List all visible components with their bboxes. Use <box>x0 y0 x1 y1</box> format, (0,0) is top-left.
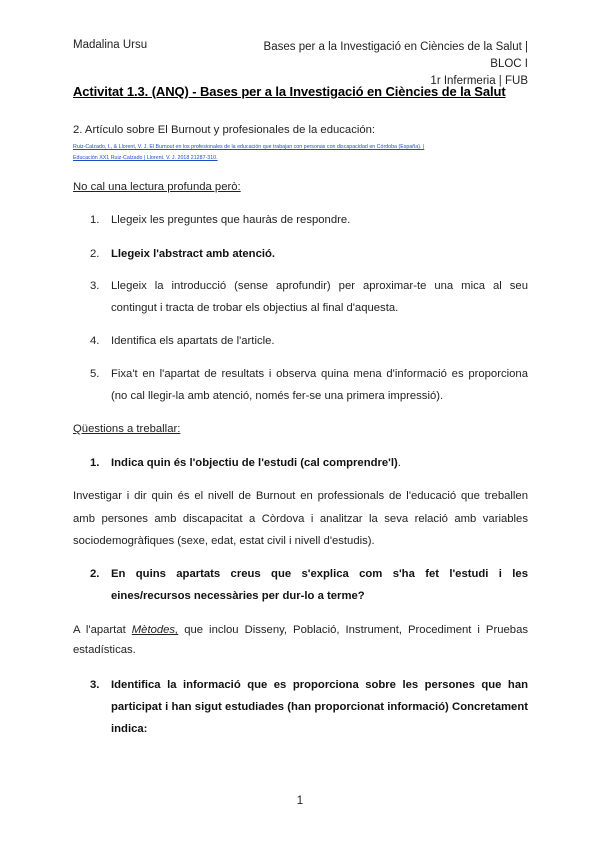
page-number: 1 <box>296 795 304 807</box>
question-text: En quins apartats creus que s'explica com s'ha fet l'estudi i les eines/recursos necessàries per dur-lo a terme? <box>111 568 528 602</box>
step-text: Fixa't en l'apartat de resultats i observa quina mena d'informació es proporciona (no cal llegir-la amb atenció, només fer-se una primera impressió). <box>111 368 528 402</box>
page-title: Activitat 1.3. (ANQ) - Bases per a la Investigació en Ciències de la Salut <box>73 84 506 99</box>
answer-2-emphasis: Mètodes, <box>131 624 179 636</box>
reference-line2[interactable]: Educación XX1 Ruiz-Calzado | Llorent. V. J. 2018 21287-310. <box>73 155 218 161</box>
question-text-main: Indica quin és l'objectiu de l'estudi (cal comprendre'l) <box>111 457 398 469</box>
step-text: Llegeix les preguntes que hauràs de respondre. <box>111 214 351 226</box>
step-number: 2. <box>90 248 100 260</box>
questions-label: Qüestions a treballar: <box>73 423 181 435</box>
answer-2-suffix: que inclou Disseny, Població, Instrument, Procediment i Pruebas estadísticas. <box>73 624 529 656</box>
step-text: Identifica els apartats de l'article. <box>111 335 275 347</box>
reference-line1[interactable]: Ruiz-Calzado, I., & Llorent, V. J. El Burnout en los profesionales de la educación que trabajan con personas con discapacidad en Córdoba (España). | <box>73 144 425 150</box>
header-author: Madalina Ursu <box>73 39 148 51</box>
header-course <box>235 39 528 90</box>
reading-instructions-label: No cal una lectura profunda però: <box>73 181 241 193</box>
step-number: 4. <box>90 335 100 347</box>
article-reference-link[interactable] <box>73 142 528 164</box>
question-text <box>111 452 528 474</box>
header-course-line1: Bases per a la Investigació en Ciències de la Salut | BLOC I <box>263 41 528 70</box>
article-subtitle: 2. Artículo sobre El Burnout y profesionales de la educación: <box>73 124 376 136</box>
step-number: 1. <box>90 214 100 226</box>
answer-paragraph-2 <box>73 620 528 660</box>
step-text: Llegeix l'abstract amb atenció. <box>111 248 276 260</box>
header-course-line2: 1r Infermeria | FUB <box>430 75 528 87</box>
answer-2-prefix: A l'apartat <box>73 624 132 636</box>
step-number: 3. <box>90 280 100 292</box>
question-text: Identifica la informació que es proporciona sobre les persones que han participat i han sigut estudiades (han proporcionat informació) Concretament indica: <box>111 679 528 735</box>
question-text-tail: . <box>397 457 401 469</box>
question-number: 2. <box>90 568 100 580</box>
step-text: Llegeix la introducció (sense aprofundir) per aproximar-te una mica al seu contingut i tracta de trobar els objectius al final d'aquesta. <box>111 280 528 314</box>
question-number: 1. <box>90 457 100 469</box>
step-number: 5. <box>90 368 100 380</box>
question-number: 3. <box>90 679 100 691</box>
answer-paragraph-1: Investigar i dir quin és el nivell de Burnout en professionals de l'educació que treballen amb persones amb discapacitat a Còrdova i analitzar la seva relació amb variables sociodemogràfiques (sexe, edat, estat civil i nivell d'estudis). <box>73 490 528 547</box>
